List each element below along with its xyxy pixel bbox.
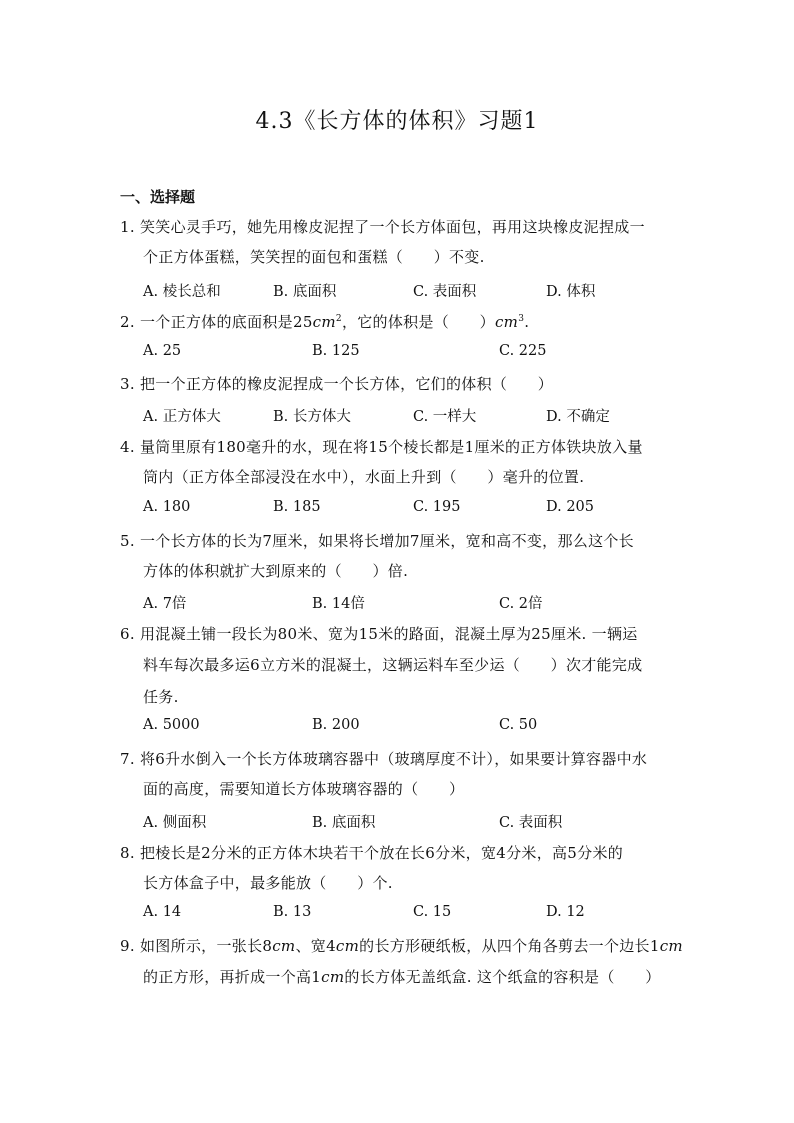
- q9-unit-3: cm: [659, 937, 683, 955]
- q4-option-b: B. 185: [273, 499, 321, 515]
- q4-option-d: D. 205: [546, 499, 595, 515]
- q2-option-a: A. 25: [143, 343, 182, 359]
- question-9-line-1: [120, 935, 683, 956]
- q1-option-d: D. 体积: [546, 284, 596, 300]
- q8-option-d: D. 12: [546, 904, 585, 920]
- q9-text-e: 的长方体无盖纸盒. 这个纸盒的容积是（ ）: [344, 968, 661, 986]
- question-6-line-3: 任务.: [143, 688, 179, 706]
- page-title: 4.3《长方体的体积》习题1: [255, 109, 539, 134]
- question-1-line-2: 个正方体蛋糕，笑笑捏的面包和蛋糕（ ）不变.: [143, 248, 485, 266]
- question-6-line-2: 料车每次最多运6立方米的混凝土，这辆运料车至少运（ ）次才能完成: [143, 656, 643, 674]
- section-heading: 一、选择题: [120, 188, 196, 206]
- question-3-line-1: 3. 把一个正方体的橡皮泥捏成一个长方体，它们的体积（ ）: [120, 375, 554, 393]
- q2-option-b: B. 125: [312, 343, 360, 359]
- q7-option-b: B. 底面积: [312, 815, 376, 831]
- q2-text-c: .: [524, 313, 530, 331]
- q9-text-b: 、宽4: [295, 937, 336, 955]
- q3-option-b: B. 长方体大: [273, 409, 351, 425]
- question-1-line-1: 1. 笑笑心灵手巧，她先用橡皮泥捏了一个长方体面包，再用这块橡皮泥捏成一: [120, 218, 645, 236]
- q6-option-c: C. 50: [499, 717, 538, 733]
- question-8-line-2: 长方体盒子中，最多能放（ ）个.: [143, 874, 393, 892]
- q2-exp-1: 2: [335, 314, 342, 324]
- question-5-line-1: 5. 一个长方体的长为7厘米，如果将长增加7厘米，宽和高不变，那么这个长: [120, 532, 634, 550]
- q9-text-a: 9. 如图所示，一张长8: [120, 937, 273, 955]
- q6-option-b: B. 200: [312, 717, 360, 733]
- q6-option-a: A. 5000: [143, 717, 200, 733]
- question-7-line-2: 面的高度，需要知道长方体玻璃容器的（ ）: [143, 780, 465, 798]
- q4-option-c: C. 195: [413, 499, 461, 515]
- q7-option-c: C. 表面积: [499, 815, 563, 831]
- q8-option-c: C. 15: [413, 904, 452, 920]
- q5-option-c: C. 2倍: [499, 596, 543, 612]
- q7-option-a: A. 侧面积: [143, 815, 207, 831]
- q2-unit-2: cm: [494, 313, 519, 331]
- q2-unit-1: cm: [312, 313, 336, 331]
- question-9-line-2: [143, 966, 661, 987]
- q9-unit-4: cm: [321, 968, 345, 986]
- q5-option-b: B. 14倍: [312, 596, 365, 612]
- q9-unit-2: cm: [335, 937, 360, 955]
- q1-option-a: A. 棱长总和: [143, 284, 221, 300]
- question-5-line-2: 方体的体积就扩大到原来的（ ）倍.: [143, 562, 409, 580]
- question-4-line-2: 筒内（正方体全部浸没在水中），水面上升到（ ）毫升的位置.: [143, 468, 585, 486]
- q8-option-a: A. 14: [143, 904, 182, 920]
- q9-text-d: 的正方形，再折成一个高1: [143, 968, 322, 986]
- q2-exp-2: 3: [518, 314, 525, 324]
- question-8-line-1: 8. 把棱长是2分米的正方体木块若干个放在长6分米，宽4分米，高5分米的: [120, 844, 624, 862]
- q3-option-a: A. 正方体大: [143, 409, 221, 425]
- question-6-line-1: 6. 用混凝土铺一段长为80米、宽为15米的路面，混凝土厚为25厘米. 一辆运: [120, 625, 638, 643]
- q3-option-c: C. 一样大: [413, 409, 477, 425]
- question-4-line-1: 4. 量筒里原有180毫升的水，现在将15个棱长都是1厘米的正方体铁块放入量: [120, 438, 643, 456]
- q3-option-d: D. 不确定: [546, 409, 610, 425]
- question-2-line-1: [120, 311, 529, 332]
- q1-option-c: C. 表面积: [413, 284, 477, 300]
- q2-option-c: C. 225: [499, 343, 547, 359]
- q1-option-b: B. 底面积: [273, 284, 337, 300]
- q4-option-a: A. 180: [143, 499, 191, 515]
- q9-unit-1: cm: [272, 937, 296, 955]
- q2-text-a: 2. 一个正方体的底面积是25: [120, 313, 313, 331]
- q8-option-b: B. 13: [273, 904, 312, 920]
- q5-option-a: A. 7倍: [143, 596, 187, 612]
- question-7-line-1: 7. 将6升水倒入一个长方体玻璃容器中（玻璃厚度不计），如果要计算容器中水: [120, 750, 648, 768]
- q9-text-c: 的长方形硬纸板，从四个角各剪去一个边长1: [359, 937, 660, 955]
- q2-text-b: ，它的体积是（ ）: [341, 313, 495, 331]
